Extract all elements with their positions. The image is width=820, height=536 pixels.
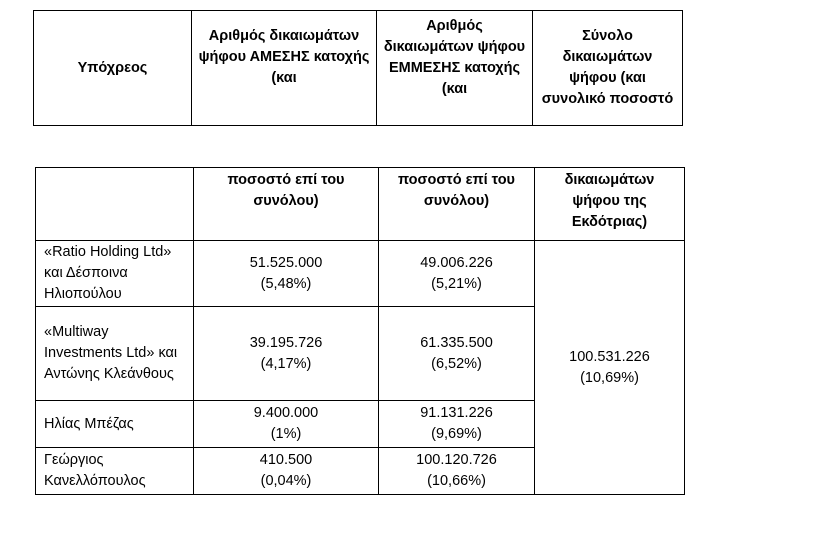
header-empty-cell <box>36 168 194 241</box>
header-total-cont: δικαιωμάτων ψήφου της Εκδότριας) <box>535 168 685 241</box>
header-total: Σύνολο δικαιωμάτων ψήφου (και συνολικό ποσοστό <box>533 11 683 126</box>
obligor-name: «Ratio Holding Ltd» και Δέσποινα Ηλιοπούλου <box>36 241 194 307</box>
header-continuation-row <box>36 168 685 241</box>
header-direct-holding-cont: ποσοστό επί του συνόλου) <box>194 168 379 241</box>
table-row <box>36 241 685 307</box>
obligor-name: Ηλίας Μπέζας <box>36 401 194 448</box>
header-indirect-holding: Αριθμός δικαιωμάτων ψήφου ΕΜΜΕΣΗΣ κατοχής (και <box>377 11 533 126</box>
direct-holding-cell: 410.500 (0,04%) <box>194 448 379 495</box>
total-holding-cell: 100.531.226 (10,69%) <box>535 241 685 495</box>
indirect-holding-cell: 61.335.500 (6,52%) <box>379 307 535 401</box>
header-row <box>34 11 683 126</box>
voting-rights-header-table <box>33 10 683 126</box>
obligor-name: Γεώργιος Κανελλόπουλος <box>36 448 194 495</box>
indirect-holding-cell: 49.006.226 (5,21%) <box>379 241 535 307</box>
direct-holding-cell: 9.400.000 (1%) <box>194 401 379 448</box>
direct-holding-cell: 39.195.726 (4,17%) <box>194 307 379 401</box>
header-direct-holding: Αριθμός δικαιωμάτων ψήφου ΑΜΕΣΗΣ κατοχής (και <box>192 11 377 126</box>
direct-holding-cell: 51.525.000 (5,48%) <box>194 241 379 307</box>
indirect-holding-cell: 91.131.226 (9,69%) <box>379 401 535 448</box>
header-indirect-holding-cont: ποσοστό επί του συνόλου) <box>379 168 535 241</box>
obligor-name: «Multiway Investments Ltd» και Αντώνης Κλεάνθους <box>36 307 194 401</box>
indirect-holding-cell: 100.120.726 (10,66%) <box>379 448 535 495</box>
voting-rights-table <box>35 167 685 495</box>
header-obligor: Υπόχρεος <box>34 11 192 126</box>
